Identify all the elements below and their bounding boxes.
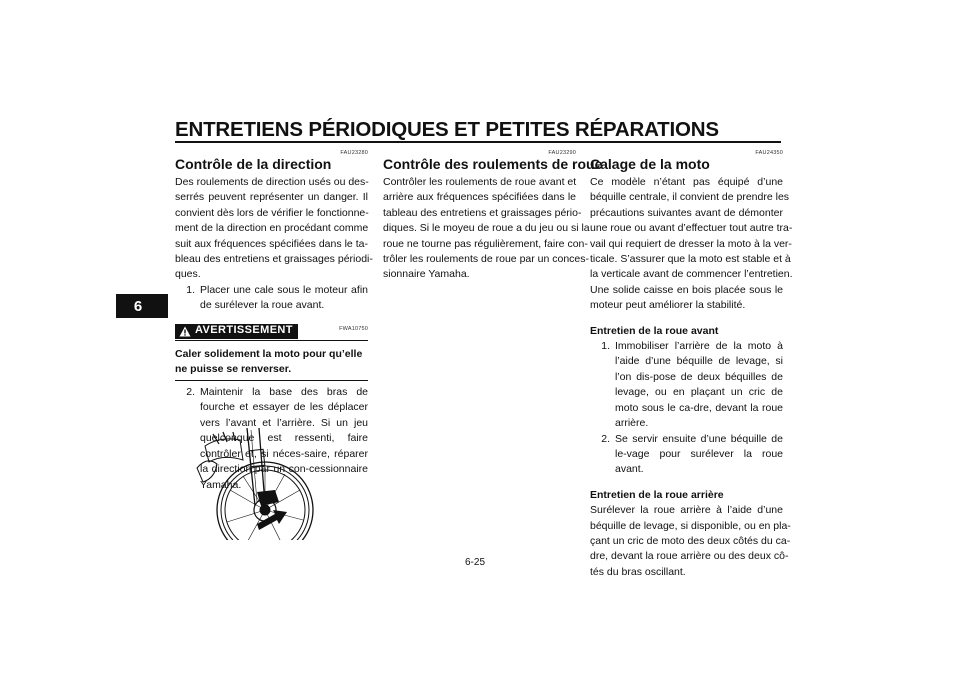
warning-rule xyxy=(175,340,368,341)
text-line: serrés peuvent représenter un danger. Il xyxy=(175,191,368,204)
chapter-tab: 6 xyxy=(116,294,168,318)
text-line: roue ne tourne pas régulièrement, faire con- xyxy=(383,237,588,250)
text-line: tés du bras oscillant. xyxy=(590,565,686,578)
text-line: trôler les roulements de roue par un conces- xyxy=(383,253,590,266)
text-line: ticale. S’assurer que la moto est stable et à xyxy=(590,253,791,266)
text-line: Des roulements de direction usés ou des- xyxy=(175,176,369,188)
column-middle xyxy=(383,150,603,283)
text-line: précautions suivantes avant de démonter xyxy=(590,206,783,219)
front-step-2 xyxy=(590,432,783,478)
text-line: béquille de levage, si disponible, ou en pla- xyxy=(590,519,791,532)
bearings-paragraph xyxy=(383,175,590,283)
rear-paragraph xyxy=(590,503,791,580)
page-number: 6-25 xyxy=(465,557,486,568)
text-line: béquille centrale, il convient de prendre les xyxy=(590,191,790,204)
warning-triangle-icon xyxy=(179,326,191,337)
section-heading-support: Calage de la moto xyxy=(590,156,710,172)
text-line: une roue ou avant d’effectuer tout autre tra- xyxy=(590,222,793,235)
subheading-rear-wheel: Entretien de la roue arrière xyxy=(590,488,724,501)
step-text: Se servir ensuite d’une béquille de le-vage pour surélever la roue avant. xyxy=(615,432,783,476)
text-line: Ce modèle n’étant pas équipé d’une xyxy=(590,176,783,188)
section-heading-bearings: Contrôle des roulements de roue xyxy=(383,156,603,172)
warning-badge xyxy=(175,324,298,339)
text-line: Contrôler les roulements de roue avant et xyxy=(383,176,577,188)
step-number: 1. xyxy=(186,283,195,296)
step-1 xyxy=(175,283,368,314)
warning-code: FWA10750 xyxy=(339,325,368,332)
text-line: diques. Si le moyeu de roue a du jeu ou si la xyxy=(383,222,590,235)
step-text: Immobiliser l’arrière de la moto à l’aide d’une béquille de levage, si l’on dis-pose de deux béquilles de levage, ou en plaçant un cric de moto sous le ca-dre, devant la roue arrière. xyxy=(615,340,783,430)
step-text: Maintenir la base des bras de fourche et essayer de les déplacer vers l’avant et l’arrière. Si un jeu quelconque est ressenti, faire contrôler et, si néces-saire, réparer la direction par un con-cessionnaire Yamaha. xyxy=(200,386,368,491)
section-code: FAU24350 xyxy=(755,150,783,156)
warning-end-rule xyxy=(175,380,368,381)
title-rule xyxy=(175,141,781,143)
text-line: sionnaire Yamaha. xyxy=(383,268,470,281)
section-heading-steering: Contrôle de la direction xyxy=(175,156,332,172)
text-line: tableau des entretiens et graissages pério- xyxy=(383,206,582,219)
text-line: ment de la direction en procédant comme xyxy=(175,222,369,235)
step-number: 1. xyxy=(601,340,610,353)
text-line: çant un cric de moto des deux côtés du ca- xyxy=(590,534,791,547)
text-line: moteur peut améliorer la stabilité. xyxy=(590,299,746,312)
text-line: vail qui requiert de dresser la moto à la ver- xyxy=(590,237,792,250)
step-text: Placer une cale sous le moteur afin de surélever la roue avant. xyxy=(200,283,368,312)
text-line: Une solide caisse en bois placée sous le xyxy=(590,283,783,296)
column-right xyxy=(590,150,793,580)
text-line: convient dès lors de vérifier le fonctionne- xyxy=(175,206,369,219)
text-line: arrière aux fréquences spécifiées dans le xyxy=(383,191,576,204)
section-code: FAU23290 xyxy=(548,150,576,156)
step-number: 2. xyxy=(186,386,195,399)
warning-box xyxy=(175,324,368,340)
page-title: ENTRETIENS PÉRIODIQUES ET PETITES RÉPARATIONS xyxy=(175,118,719,141)
warning-text: Caler solidement la moto pour qu’elle ne puisse se renverser. xyxy=(175,347,363,375)
front-wheel-illustration xyxy=(195,428,330,540)
subheading-front-wheel: Entretien de la roue avant xyxy=(590,324,719,337)
text-line: ques. xyxy=(175,268,201,281)
text-line: suit aux fréquences spécifiées dans le ta- xyxy=(175,237,368,250)
step-number: 2. xyxy=(601,432,610,445)
text-line: la verticale avant de commencer l’entretien. xyxy=(590,268,793,281)
text-line: bleau des entretiens et graissages périodi- xyxy=(175,253,373,266)
text-line: dre, devant la roue arrière ou des deux cô- xyxy=(590,550,789,563)
text-line: Surélever la roue arrière à l’aide d’une xyxy=(590,504,783,517)
front-step-1 xyxy=(590,339,783,431)
steering-paragraph xyxy=(175,175,373,283)
warning-label: AVERTISSEMENT xyxy=(195,324,293,337)
support-paragraph xyxy=(590,175,793,314)
section-code: FAU23280 xyxy=(340,150,368,156)
